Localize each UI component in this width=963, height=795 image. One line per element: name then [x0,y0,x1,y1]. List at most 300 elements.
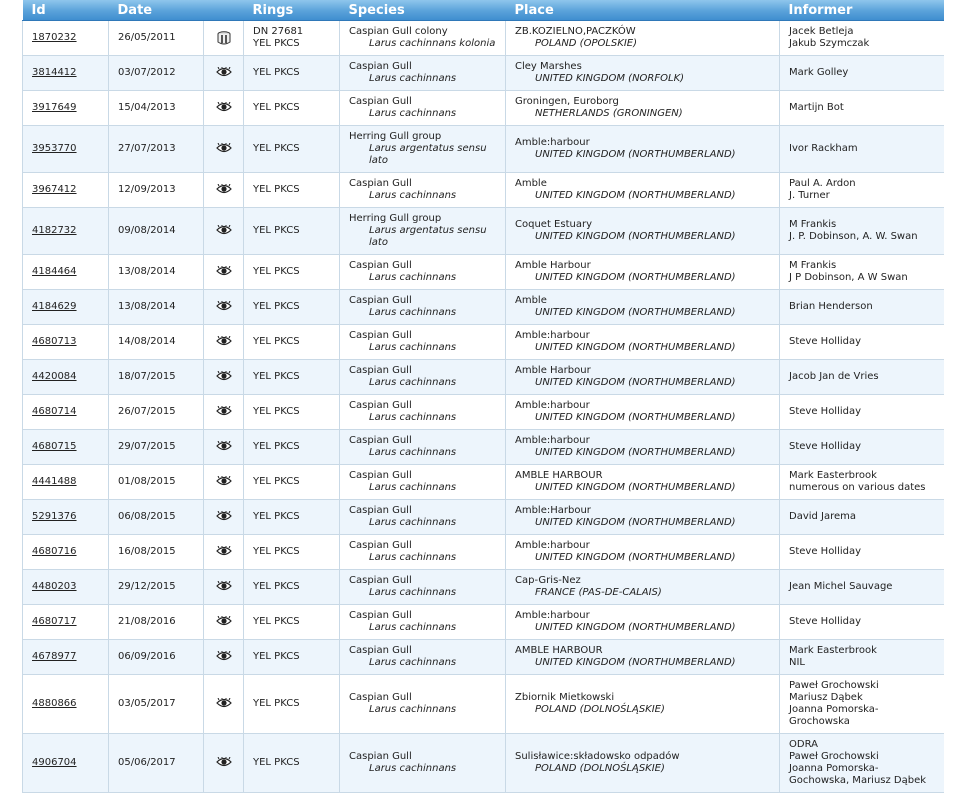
table-row[interactable] [23,465,945,500]
table-row[interactable] [23,430,945,465]
place-country: UNITED KINGDOM (NORTHUMBERLAND) [535,447,736,458]
table-row[interactable] [23,21,945,56]
eye-icon [216,406,232,417]
informer-name: J. P. Dobinson, A. W. Swan [789,231,918,242]
ring-code: YEL PKCS [253,102,300,113]
informer-name: Mark Easterbrook [789,645,877,656]
ring-code: YEL PKCS [253,546,300,557]
place-name: Amble [515,178,547,189]
ring-code: YEL PKCS [253,266,300,277]
cell-place [506,535,780,570]
cell-informer [780,640,945,675]
table-row[interactable] [23,734,945,793]
cell-species [340,173,506,208]
cell-type-icon [204,173,244,208]
informer-name: Jean Michel Sauvage [789,581,893,592]
place-country: UNITED KINGDOM (NORTHUMBERLAND) [535,552,736,563]
record-id-link[interactable]: 4182732 [32,225,77,236]
cell-informer [780,290,945,325]
record-id-link[interactable]: 4680717 [32,616,77,627]
place-name: Amble:harbour [515,540,590,551]
cell-id [23,21,109,56]
record-id-link[interactable]: 4678977 [32,651,77,662]
ring-code: YEL PKCS [253,301,300,312]
place-country: UNITED KINGDOM (NORTHUMBERLAND) [535,482,736,493]
cell-date: 29/12/2015 [109,570,204,605]
informer-name: Steve Holliday [789,336,862,347]
table-row[interactable] [23,395,945,430]
cell-informer [780,255,945,290]
place-name: Cap-Gris-Nez [515,575,581,586]
cell-date: 21/08/2016 [109,605,204,640]
record-id-link[interactable]: 4480203 [32,581,77,592]
table-row[interactable] [23,640,945,675]
cell-species [340,21,506,56]
column-header-id[interactable]: Id [23,0,109,21]
eye-icon [216,184,232,195]
cell-type-icon [204,430,244,465]
cell-species [340,208,506,255]
ringing-icon [216,33,232,44]
species-latin-name: Larus cachinnans [369,622,457,633]
cell-type-icon [204,325,244,360]
eye-icon [216,225,232,236]
cell-rings [244,535,340,570]
informer-name: Paweł Grochowski [789,680,879,691]
cell-rings [244,173,340,208]
record-id-link[interactable]: 1870232 [32,32,77,43]
record-id-link[interactable]: 4680715 [32,441,77,452]
species-common-name: Caspian Gull [349,540,412,551]
place-name: Zbiornik Mietkowski [515,692,615,703]
eye-icon [216,651,232,662]
species-latin-name: Larus argentatus sensu lato [369,143,487,166]
place-name: Coquet Estuary [515,219,592,230]
place-country: UNITED KINGDOM (NORTHUMBERLAND) [535,149,736,160]
place-name: Amble:harbour [515,330,590,341]
record-id-link[interactable]: 4906704 [32,757,77,768]
cell-id [23,91,109,126]
cell-id [23,395,109,430]
cell-rings [244,395,340,430]
place-country: UNITED KINGDOM (NORTHUMBERLAND) [535,190,736,201]
ring-code: YEL PKCS [253,441,300,452]
table-row[interactable] [23,360,945,395]
cell-place [506,208,780,255]
cell-species [340,56,506,91]
cell-place [506,290,780,325]
informer-name: Mariusz Dąbek [789,692,863,703]
cell-species [340,535,506,570]
informer-name: Jakub Szymczak [789,38,870,49]
cell-place [506,500,780,535]
cell-species [340,430,506,465]
informer-name: ODRA [789,739,818,750]
informer-name: Brian Henderson [789,301,873,312]
informer-name: Jacek Betleja [789,26,854,37]
cell-place [506,325,780,360]
cell-rings [244,465,340,500]
cell-rings [244,640,340,675]
cell-species [340,605,506,640]
species-common-name: Caspian Gull [349,61,412,72]
column-header-place[interactable]: Place [506,0,780,21]
cell-informer [780,535,945,570]
place-name: Amble:harbour [515,137,590,148]
record-id-link[interactable]: 3967412 [32,184,77,195]
species-latin-name: Larus cachinnans [369,704,457,715]
cell-species [340,255,506,290]
place-country: FRANCE (PAS-DE-CALAIS) [535,587,662,598]
table-row[interactable] [23,255,945,290]
species-common-name: Caspian Gull [349,260,412,271]
observations-table [22,0,945,793]
cell-rings [244,255,340,290]
place-country: UNITED KINGDOM (NORTHUMBERLAND) [535,517,736,528]
species-latin-name: Larus cachinnans [369,108,457,119]
record-id-link[interactable]: 5291376 [32,511,77,522]
cell-id [23,126,109,173]
informer-name: Paul A. Ardon [789,178,856,189]
record-id-link[interactable]: 4184464 [32,266,77,277]
cell-place [506,56,780,91]
ring-code: YEL PKCS [253,476,300,487]
ring-code: YEL PKCS [253,225,300,236]
place-name: Amble:Harbour [515,505,591,516]
species-common-name: Caspian Gull [349,330,412,341]
species-latin-name: Larus cachinnans [369,272,457,283]
cell-id [23,675,109,734]
species-common-name: Caspian Gull [349,295,412,306]
place-name: ZB.KOZIELNO,PACZKÓW [515,26,636,37]
cell-informer [780,21,945,56]
record-id-link[interactable]: 3814412 [32,67,77,78]
informer-name: Mark Easterbrook [789,470,877,481]
cell-date: 13/08/2014 [109,255,204,290]
cell-date: 09/08/2014 [109,208,204,255]
cell-place [506,675,780,734]
cell-informer [780,208,945,255]
cell-date: 15/04/2013 [109,91,204,126]
informer-name: Steve Holliday [789,546,862,557]
right-margin [944,0,963,795]
cell-species [340,290,506,325]
informer-name: J. Turner [789,190,830,201]
place-name: Amble:harbour [515,400,590,411]
ring-code: YEL PKCS [253,511,300,522]
cell-place [506,173,780,208]
cell-rings [244,360,340,395]
column-header-date[interactable]: Date [109,0,204,21]
cell-date: 26/07/2015 [109,395,204,430]
cell-id [23,208,109,255]
table-row[interactable] [23,91,945,126]
cell-id [23,605,109,640]
cell-species [340,465,506,500]
cell-rings [244,325,340,360]
cell-date: 06/09/2016 [109,640,204,675]
place-name: Groningen, Euroborg [515,96,619,107]
cell-informer [780,465,945,500]
cell-species [340,675,506,734]
informer-name: Steve Holliday [789,406,862,417]
cell-place [506,395,780,430]
place-country: UNITED KINGDOM (NORTHUMBERLAND) [535,231,736,242]
cell-informer [780,734,945,793]
ring-code: YEL PKCS [253,336,300,347]
record-id-link[interactable]: 3953770 [32,143,77,154]
place-name: AMBLE HARBOUR [515,645,603,656]
cell-informer [780,91,945,126]
species-latin-name: Larus cachinnans [369,307,457,318]
cell-rings [244,500,340,535]
species-common-name: Caspian Gull [349,365,412,376]
cell-informer [780,570,945,605]
table-row[interactable] [23,126,945,173]
cell-rings [244,570,340,605]
cell-informer [780,173,945,208]
cell-type-icon [204,208,244,255]
informer-name: Grochowska [789,716,850,727]
cell-informer [780,395,945,430]
cell-date: 18/07/2015 [109,360,204,395]
cell-type-icon [204,21,244,56]
place-country: POLAND (OPOLSKIE) [535,38,637,49]
cell-id [23,173,109,208]
place-name: Amble Harbour [515,365,591,376]
ring-code: YEL PKCS [253,581,300,592]
record-id-link[interactable]: 4680714 [32,406,77,417]
cell-type-icon [204,734,244,793]
species-common-name: Caspian Gull [349,400,412,411]
species-latin-name: Larus cachinnans [369,763,457,774]
cell-rings [244,430,340,465]
eye-icon [216,698,232,709]
cell-date: 01/08/2015 [109,465,204,500]
ring-code: YEL PKCS [253,651,300,662]
cell-date: 16/08/2015 [109,535,204,570]
cell-informer [780,430,945,465]
ring-code: YEL PKCS [253,67,300,78]
record-id-link[interactable]: 3917649 [32,102,77,113]
place-name: Amble Harbour [515,260,591,271]
column-header-icon [204,0,244,21]
species-common-name: Caspian Gull [349,470,412,481]
cell-rings [244,675,340,734]
cell-place [506,570,780,605]
table-row[interactable] [23,500,945,535]
place-country: UNITED KINGDOM (NORTHUMBERLAND) [535,377,736,388]
table-row[interactable] [23,56,945,91]
place-country: UNITED KINGDOM (NORTHUMBERLAND) [535,342,736,353]
eye-icon [216,371,232,382]
ring-code: DN 27681 [253,26,304,37]
cell-species [340,91,506,126]
cell-place [506,126,780,173]
species-latin-name: Larus cachinnans [369,447,457,458]
cell-rings [244,290,340,325]
table-body [23,21,945,793]
place-name: AMBLE HARBOUR [515,470,603,481]
place-country: NETHERLANDS (GRONINGEN) [535,108,683,119]
species-common-name: Herring Gull group [349,213,442,224]
place-country: UNITED KINGDOM (NORTHUMBERLAND) [535,657,736,668]
informer-name: Mark Golley [789,67,849,78]
ring-code: YEL PKCS [253,143,300,154]
species-latin-name: Larus cachinnans [369,657,457,668]
record-id-link[interactable]: 4441488 [32,476,77,487]
eye-icon [216,67,232,78]
cell-id [23,734,109,793]
ring-code: YEL PKCS [253,184,300,195]
cell-date: 12/09/2013 [109,173,204,208]
cell-species [340,734,506,793]
species-latin-name: Larus cachinnans [369,190,457,201]
record-id-link[interactable]: 4420084 [32,371,77,382]
eye-icon [216,511,232,522]
species-common-name: Caspian Gull [349,178,412,189]
informer-name: Steve Holliday [789,616,862,627]
cell-rings [244,56,340,91]
table-row[interactable] [23,173,945,208]
cell-informer [780,360,945,395]
record-id-link[interactable]: 4680713 [32,336,77,347]
table-row[interactable] [23,325,945,360]
species-common-name: Caspian Gull [349,505,412,516]
species-common-name: Caspian Gull [349,575,412,586]
species-latin-name: Larus cachinnans kolonia [369,38,496,49]
place-country: UNITED KINGDOM (NORTHUMBERLAND) [535,412,736,423]
left-margin [0,0,22,795]
cell-species [340,570,506,605]
cell-place [506,91,780,126]
cell-type-icon [204,395,244,430]
place-country: UNITED KINGDOM (NORTHUMBERLAND) [535,622,736,633]
cell-id [23,465,109,500]
cell-type-icon [204,605,244,640]
cell-id [23,360,109,395]
cell-informer [780,56,945,91]
place-country: UNITED KINGDOM (NORTHUMBERLAND) [535,307,736,318]
cell-rings [244,734,340,793]
species-common-name: Caspian Gull [349,692,412,703]
cell-type-icon [204,640,244,675]
species-latin-name: Larus cachinnans [369,342,457,353]
cell-date: 05/06/2017 [109,734,204,793]
place-name: Sulisławice:składowsko odpadów [515,751,680,762]
informer-name: David Jarema [789,511,857,522]
place-country: UNITED KINGDOM (NORFOLK) [535,73,685,84]
cell-id [23,535,109,570]
cell-id [23,56,109,91]
eye-icon [216,143,232,154]
cell-informer [780,605,945,640]
record-id-link[interactable]: 4880866 [32,698,77,709]
species-latin-name: Larus argentatus sensu lato [369,225,487,248]
table-row[interactable] [23,535,945,570]
informer-name: Joanna Pomorska- [789,704,879,715]
cell-species [340,500,506,535]
cell-date: 26/05/2011 [109,21,204,56]
informer-name: M Frankis [789,219,837,230]
eye-icon [216,441,232,452]
cell-type-icon [204,675,244,734]
cell-species [340,360,506,395]
table-row[interactable] [23,675,945,734]
cell-informer [780,126,945,173]
cell-date: 13/08/2014 [109,290,204,325]
species-latin-name: Larus cachinnans [369,517,457,528]
place-country: POLAND (DOLNOŚLĄSKIE) [535,704,665,715]
cell-species [340,126,506,173]
table-header-row [23,0,945,21]
eye-icon [216,616,232,627]
informer-name: numerous on various dates [789,482,926,493]
place-country: POLAND (DOLNOŚLĄSKIE) [535,763,665,774]
cell-type-icon [204,465,244,500]
species-latin-name: Larus cachinnans [369,73,457,84]
table-row[interactable] [23,605,945,640]
eye-icon [216,757,232,768]
place-country: UNITED KINGDOM (NORTHUMBERLAND) [535,272,736,283]
ring-code: YEL PKCS [253,616,300,627]
eye-icon [216,102,232,113]
cell-type-icon [204,535,244,570]
cell-rings [244,605,340,640]
record-id-link[interactable]: 4680716 [32,546,77,557]
table-row[interactable] [23,570,945,605]
column-header-rings[interactable]: Rings [244,0,340,21]
cell-place [506,360,780,395]
informer-name: Joanna Pomorska- [789,763,879,774]
place-name: Amble:harbour [515,610,590,621]
cell-date: 14/08/2014 [109,325,204,360]
column-header-species[interactable]: Species [340,0,506,21]
cell-place [506,605,780,640]
species-latin-name: Larus cachinnans [369,412,457,423]
species-latin-name: Larus cachinnans [369,552,457,563]
cell-type-icon [204,91,244,126]
cell-type-icon [204,500,244,535]
column-header-informer[interactable]: Informer [780,0,945,21]
record-id-link[interactable]: 4184629 [32,301,77,312]
eye-icon [216,546,232,557]
informer-name: Martijn Bot [789,102,844,113]
table-row[interactable] [23,290,945,325]
ring-code: YEL PKCS [253,371,300,382]
species-latin-name: Larus cachinnans [369,482,457,493]
cell-date: 06/08/2015 [109,500,204,535]
informer-name: Paweł Grochowski [789,751,879,762]
cell-id [23,570,109,605]
cell-place [506,255,780,290]
cell-rings [244,126,340,173]
table-row[interactable] [23,208,945,255]
cell-type-icon [204,255,244,290]
cell-type-icon [204,360,244,395]
eye-icon [216,301,232,312]
eye-icon [216,581,232,592]
cell-id [23,640,109,675]
species-common-name: Herring Gull group [349,131,442,142]
informer-name: NIL [789,657,806,668]
cell-place [506,430,780,465]
cell-id [23,255,109,290]
eye-icon [216,336,232,347]
species-common-name: Caspian Gull [349,435,412,446]
species-common-name: Caspian Gull [349,751,412,762]
ring-code: YEL PKCS [253,698,300,709]
